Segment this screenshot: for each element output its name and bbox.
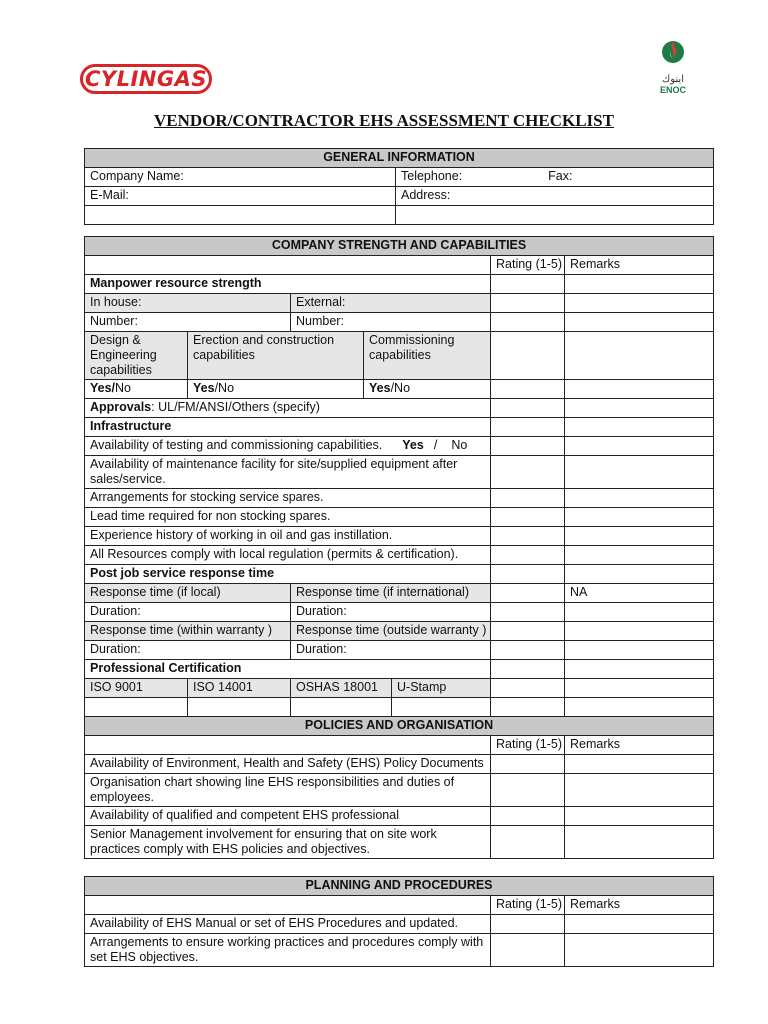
remarks-cell[interactable] — [565, 332, 714, 380]
remarks-cell[interactable] — [565, 660, 714, 679]
blank-cell — [85, 896, 491, 915]
remarks-cell[interactable] — [565, 603, 714, 622]
testing-capabilities-row: Availability of testing and commissioning capabilities. Yes / No — [85, 437, 491, 456]
remarks-cell[interactable] — [565, 527, 714, 546]
company-strength-table — [84, 236, 714, 717]
remarks-cell[interactable] — [565, 489, 714, 508]
oshas-18001-cell[interactable]: OSHAS 18001 — [291, 679, 392, 698]
professional-certification-heading: Professional Certification — [85, 660, 491, 679]
remarks-cell[interactable] — [565, 294, 714, 313]
remarks-cell[interactable] — [565, 826, 714, 859]
checklist-item: Availability of qualified and competent EHS professional — [85, 807, 491, 826]
remarks-cell[interactable] — [565, 418, 714, 437]
in-house-field[interactable]: In house: — [85, 294, 291, 313]
remarks-cell[interactable] — [565, 399, 714, 418]
general-information-table — [84, 148, 714, 225]
planning-procedures-table — [84, 876, 714, 967]
blank-cell — [85, 736, 491, 755]
experience-row: Experience history of working in oil and gas instillation. — [85, 527, 491, 546]
rating-cell[interactable] — [491, 698, 565, 717]
address-field[interactable]: Address: — [396, 187, 714, 206]
design-engineering-label: Design & Engineering capabilities — [85, 332, 188, 380]
erection-construction-label: Erection and construction capabilities — [188, 332, 364, 380]
remarks-cell[interactable] — [565, 275, 714, 294]
rating-cell[interactable] — [491, 641, 565, 660]
rating-cell[interactable] — [491, 546, 565, 565]
policies-organisation-table — [84, 716, 714, 859]
iso-14001-cell[interactable]: ISO 14001 — [188, 679, 291, 698]
remarks-cell[interactable] — [565, 641, 714, 660]
section-heading: POLICIES AND ORGANISATION — [85, 717, 714, 736]
remarks-cell[interactable] — [565, 679, 714, 698]
telephone-fax-field[interactable]: Telephone: Fax: — [396, 168, 714, 187]
rating-cell[interactable] — [491, 399, 565, 418]
response-within-warranty-label: Response time (within warranty ) — [85, 622, 291, 641]
rating-cell[interactable] — [491, 456, 565, 489]
blank-cell[interactable] — [396, 206, 714, 225]
remarks-cell[interactable] — [565, 508, 714, 527]
blank-cell[interactable] — [188, 698, 291, 717]
remarks-cell[interactable] — [565, 565, 714, 584]
rating-header: Rating (1-5) — [491, 896, 565, 915]
remarks-header: Remarks — [565, 896, 714, 915]
rating-cell[interactable] — [491, 527, 565, 546]
checklist-item: Availability of EHS Manual or set of EHS Procedures and updated. — [85, 915, 491, 934]
rating-cell[interactable] — [491, 332, 565, 380]
email-field[interactable]: E-Mail: — [85, 187, 396, 206]
rating-cell[interactable] — [491, 826, 565, 859]
remarks-cell[interactable] — [565, 774, 714, 807]
external-field[interactable]: External: — [291, 294, 491, 313]
document-title: VENDOR/CONTRACTOR EHS ASSESSMENT CHECKLIST — [154, 111, 614, 130]
remarks-cell[interactable]: NA — [565, 584, 714, 603]
rating-header: Rating (1-5) — [491, 256, 565, 275]
rating-cell[interactable] — [491, 508, 565, 527]
cylingas-logo: CYLINGAS — [80, 64, 212, 94]
duration-field[interactable]: Duration: — [85, 641, 291, 660]
rating-cell[interactable] — [491, 565, 565, 584]
blank-cell[interactable] — [85, 698, 188, 717]
rating-cell[interactable] — [491, 660, 565, 679]
lead-time-row: Lead time required for non stocking spares. — [85, 508, 491, 527]
rating-cell[interactable] — [491, 489, 565, 508]
remarks-cell[interactable] — [565, 755, 714, 774]
remarks-header: Remarks — [565, 736, 714, 755]
rating-cell[interactable] — [491, 934, 565, 967]
remarks-cell[interactable] — [565, 915, 714, 934]
rating-cell[interactable] — [491, 603, 565, 622]
section-heading: GENERAL INFORMATION — [85, 149, 714, 168]
design-yes-no[interactable]: Yes/No — [85, 380, 188, 399]
blank-cell[interactable] — [85, 206, 396, 225]
remarks-cell[interactable] — [565, 622, 714, 641]
blank-cell[interactable] — [291, 698, 392, 717]
section-heading: COMPANY STRENGTH AND CAPABILITIES — [85, 237, 714, 256]
response-international-label: Response time (if international) — [291, 584, 491, 603]
duration-field[interactable]: Duration: — [291, 603, 491, 622]
stocking-row: Arrangements for stocking service spares. — [85, 489, 491, 508]
number-field[interactable]: Number: — [291, 313, 491, 332]
manpower-heading: Manpower resource strength — [85, 275, 491, 294]
company-name-field[interactable]: Company Name: — [85, 168, 396, 187]
rating-cell[interactable] — [491, 807, 565, 826]
remarks-cell[interactable] — [565, 698, 714, 717]
remarks-cell[interactable] — [565, 934, 714, 967]
checklist-item: Availability of Environment, Health and Safety (EHS) Policy Documents — [85, 755, 491, 774]
rating-cell[interactable] — [491, 622, 565, 641]
remarks-cell[interactable] — [565, 313, 714, 332]
rating-cell[interactable] — [491, 275, 565, 294]
rating-cell[interactable] — [491, 294, 565, 313]
remarks-cell[interactable] — [565, 437, 714, 456]
response-local-label: Response time (if local) — [85, 584, 291, 603]
rating-cell[interactable] — [491, 915, 565, 934]
blank-cell[interactable] — [392, 698, 491, 717]
rating-cell[interactable] — [491, 584, 565, 603]
rating-cell[interactable] — [491, 313, 565, 332]
maintenance-facility-row: Availability of maintenance facility for site/supplied equipment after sales/service. — [85, 456, 491, 489]
commissioning-yes-no[interactable]: Yes/No — [364, 380, 491, 399]
rating-cell[interactable] — [491, 774, 565, 807]
resources-row: All Resources comply with local regulation (permits & certification). — [85, 546, 491, 565]
checklist-item: Arrangements to ensure working practices and procedures comply with set EHS objectives. — [85, 934, 491, 967]
rating-cell[interactable] — [491, 437, 565, 456]
number-field[interactable]: Number: — [85, 313, 291, 332]
remarks-header: Remarks — [565, 256, 714, 275]
approvals-row: Approvals: UL/FM/ANSI/Others (specify) — [85, 399, 491, 418]
rating-cell[interactable] — [491, 418, 565, 437]
enoc-logo: اينوك ENOC — [648, 38, 698, 96]
remarks-cell[interactable] — [565, 456, 714, 489]
rating-cell[interactable] — [491, 679, 565, 698]
rating-cell[interactable] — [491, 755, 565, 774]
remarks-cell[interactable] — [565, 380, 714, 399]
rating-cell[interactable] — [491, 380, 565, 399]
remarks-cell[interactable] — [565, 546, 714, 565]
erection-yes-no[interactable]: Yes/No — [188, 380, 364, 399]
post-job-heading: Post job service response time — [85, 565, 491, 584]
response-outside-warranty-label: Response time (outside warranty ) — [291, 622, 491, 641]
duration-field[interactable]: Duration: — [85, 603, 291, 622]
section-heading: PLANNING AND PROCEDURES — [85, 877, 714, 896]
iso-9001-cell[interactable]: ISO 9001 — [85, 679, 188, 698]
checklist-item: Senior Management involvement for ensuring that on site work practices comply with EHS policies and objectives. — [85, 826, 491, 859]
checklist-item: Organisation chart showing line EHS responsibilities and duties of employees. — [85, 774, 491, 807]
remarks-cell[interactable] — [565, 807, 714, 826]
enoc-flame-icon — [660, 38, 686, 68]
duration-field[interactable]: Duration: — [291, 641, 491, 660]
infrastructure-heading: Infrastructure — [85, 418, 491, 437]
commissioning-label: Commissioning capabilities — [364, 332, 491, 380]
u-stamp-cell[interactable]: U-Stamp — [392, 679, 491, 698]
rating-header: Rating (1-5) — [491, 736, 565, 755]
blank-cell — [85, 256, 491, 275]
